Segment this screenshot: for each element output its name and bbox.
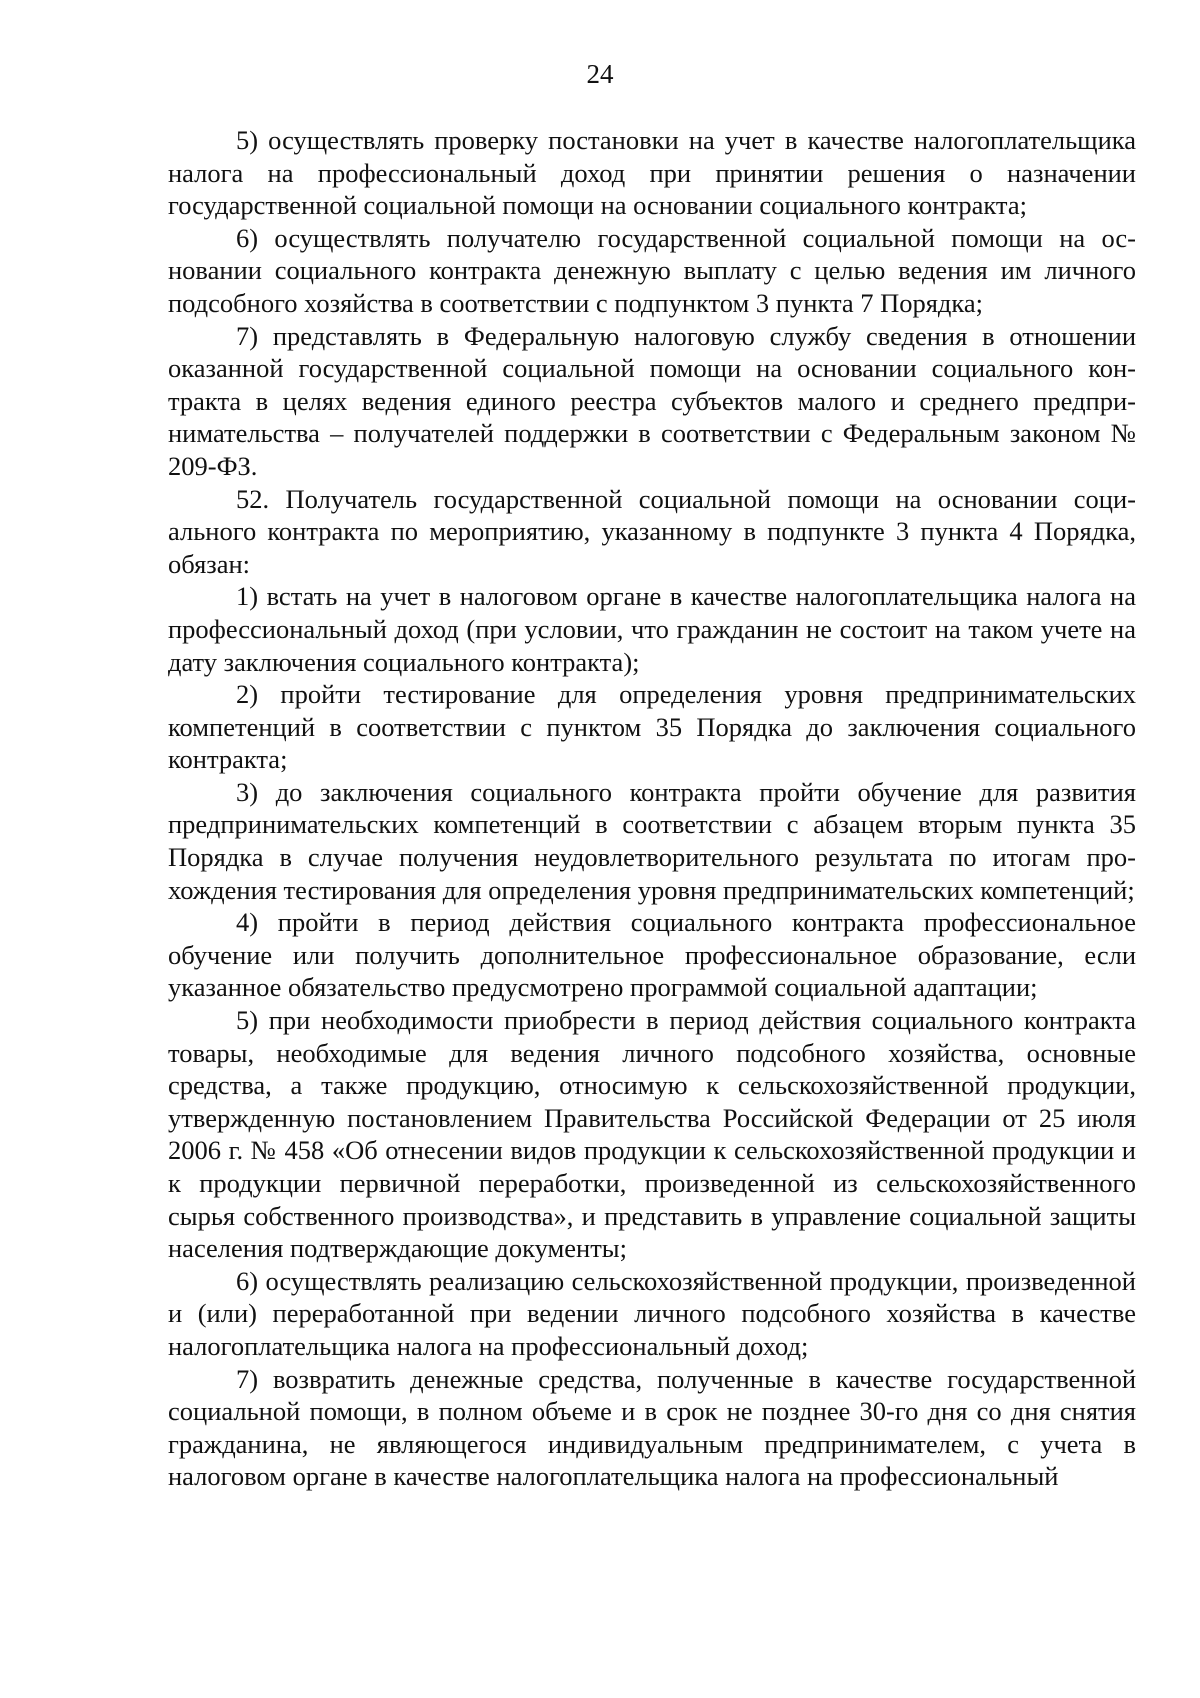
paragraph-obligation-7: 7) возвратить денежные средства, полученные в качестве государственной социальной помощи, в полном объеме и в срок не позднее 30-го дня со дня снятия гражданина, не являющегося индивидуальным предпринимателем, с учета в налоговом органе в качестве налогоплательщика налога на профессиональный bbox=[168, 1363, 1136, 1492]
paragraph-item-5-check-registration: 5) осуществлять проверку постановки на учет в качестве налогоплательщика налога на профессиональный доход при принятии решения о назначении государственной социальной помощи на основании социального контракта; bbox=[168, 125, 1136, 221]
paragraph-obligation-3: 3) до заключения социального контракта пройти обучение для развития предпринимательских компетенций в соответствии с абзацем вторым пункта 35 Порядка в случае получения неудовлетворительного результата по итогам прохождения тестирования для определения уровня предпринимательских компетенций; bbox=[168, 776, 1136, 905]
paragraph-obligation-6: 6) осуществлять реализацию сельскохозяйственной продукции, произведенной и (или) переработанной при ведении личного подсобного хозяйства в качестве налогоплательщика налога на профессиональный доход; bbox=[168, 1265, 1136, 1361]
paragraph-obligation-5: 5) при необходимости приобрести в период действия социального контракта товары, необходимые для ведения личного подсобного хозяйства, основные средства, а также продукцию, относимую к сельскохозяйственной продукции, утвержденную постановлением Правительства Российской Федерации от 25 июля 2006 г. № 458 «Об отнесении видов продукции к сельскохозяйственной продукции и к продукции первичной переработки, произведенной из сельскохозяйственного сырья собственного производства», и представить в управление социальной защиты населения подтверждающие документы; bbox=[168, 1005, 1136, 1264]
paragraph-clause-52: 52. Получатель государственной социальной помощи на основании социального контракта по мероприятию, указанному в подпункте 3 пункта 4 Порядка, обязан: bbox=[168, 483, 1136, 579]
paragraph-item-6-payment: 6) осуществлять получателю государственной социальной помощи на основании социального контракта денежную выплату с целью ведения им личного подсобного хозяйства в соответствии с подпунктом 3 пункта 7 Порядка; bbox=[168, 222, 1136, 318]
page-number: 24 bbox=[586, 59, 614, 89]
document-body bbox=[168, 124, 1136, 1493]
paragraph-obligation-4: 4) пройти в период действия социального контракта профессиональное обучение или получить дополнительное профессиональное образование, если указанное обязательство предусмотрено программой социальной адаптации; bbox=[168, 907, 1136, 1003]
paragraph-obligation-1: 1) встать на учет в налоговом органе в качестве налогоплательщика налога на профессиональный доход (при условии, что гражданин не состоит на таком учете на дату заключения социального контракта); bbox=[168, 581, 1136, 677]
paragraph-item-7-tax-service-report: 7) представлять в Федеральную налоговую службу сведения в отношении оказанной государственной социальной помощи на основании социального контракта в целях ведения единого реестра субъектов малого и среднего предпринимательства – получателей поддержки в соответствии с Федеральным законом № 209-ФЗ. bbox=[168, 320, 1136, 481]
paragraph-obligation-2: 2) пройти тестирование для определения уровня предпринимательских компетенций в соответствии с пунктом 35 Порядка до заключения социального контракта; bbox=[168, 679, 1136, 775]
